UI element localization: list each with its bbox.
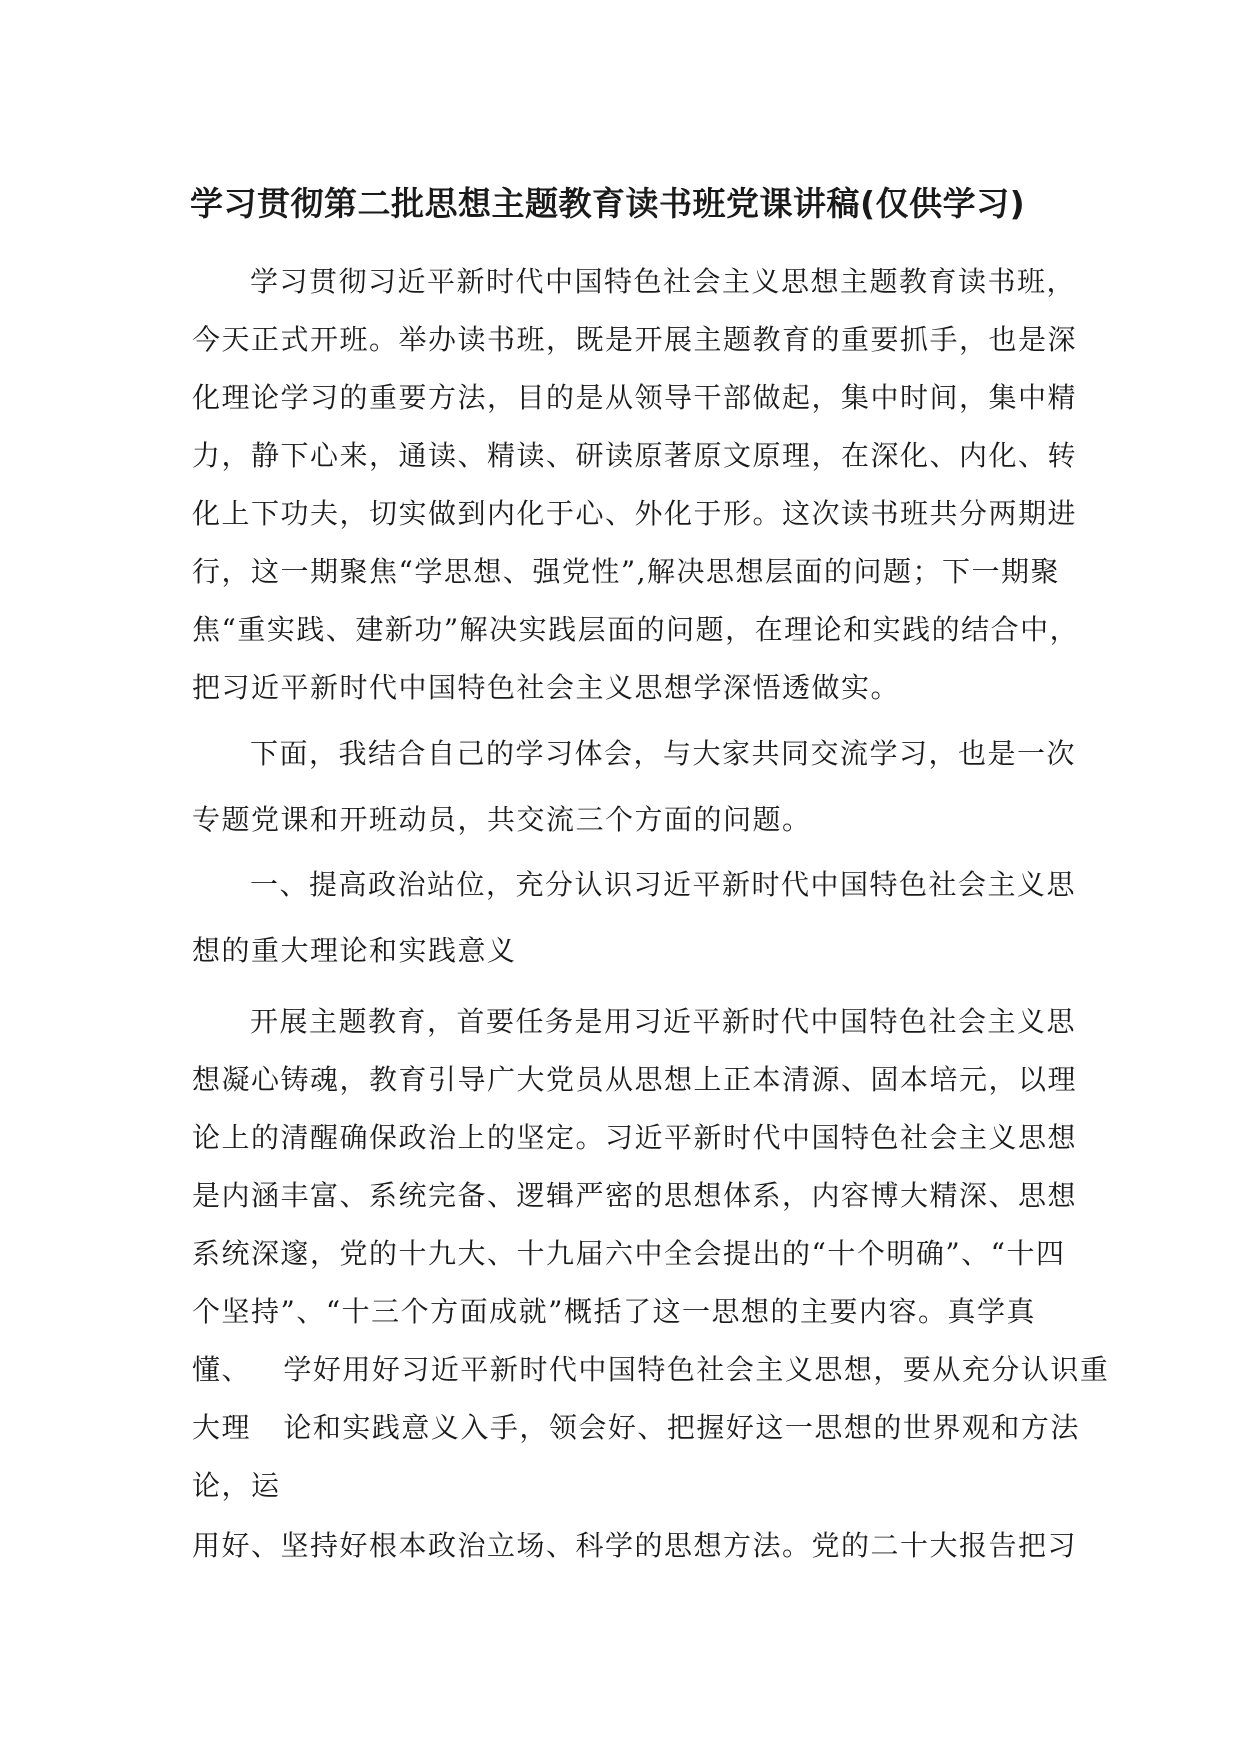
text-line: 行，这一期聚焦“学思想、强党性”,解决思想层面的问题；下一期聚 [192,555,1061,588]
text-line: 用好、坚持好根本政治立场、科学的思想方法。党的二十大报告把习 [192,1529,1078,1562]
text-line: 大理 论和实践意义入手，领会好、把握好这一思想的世界观和方法 [192,1411,1080,1444]
text-line: 力，静下心来，通读、精读、研读原著原文原理，在深化、内化、转 [192,439,1078,472]
text-line: 化理论学习的重要方法，目的是从领导干部做起，集中时间，集中精 [192,381,1078,414]
text-line: 焦“重实践、建新功”解决实践层面的问题，在理论和实践的结合中， [192,613,1080,646]
text-line: 开展主题教育，首要任务是用习近平新时代中国特色社会主义思 [250,1005,1077,1038]
text-line: 专题党课和开班动员，共交流三个方面的问题。 [192,803,812,836]
text-line: 论上的清醒确保政治上的坚定。习近平新时代中国特色社会主义思想 [192,1121,1078,1154]
text-line: 想凝心铸魂，教育引导广大党员从思想上正本清源、固本培元，以理 [192,1063,1078,1096]
text-line: 学习贯彻习近平新时代中国特色社会主义思想主题教育读书班， [250,265,1077,298]
text-line: 论，运 [192,1469,281,1502]
text-line: 化上下功夫，切实做到内化于心、外化于形。这次读书班共分两期进 [192,497,1078,530]
section-heading-line: 想的重大理论和实践意义 [192,934,517,967]
text-line: 个坚持”、“十三个方面成就”概括了这一思想的主要内容。真学真 [192,1295,1036,1328]
section-heading-line: 一、提高政治站位，充分认识习近平新时代中国特色社会主义思 [250,868,1077,901]
text-line: 懂、 学好用好习近平新时代中国特色社会主义思想，要从充分认识重 [192,1353,1110,1386]
text-line: 今天正式开班。举办读书班，既是开展主题教育的重要抓手，也是深 [192,323,1078,356]
text-line: 下面，我结合自己的学习体会，与大家共同交流学习，也是一次 [250,737,1077,770]
text-line: 系统深邃，党的十九大、十九届六中全会提出的“十个明确”、“十四 [192,1237,1066,1270]
text-line: 把习近平新时代中国特色社会主义思想学深悟透做实。 [192,671,901,704]
text-line: 是内涵丰富、系统完备、逻辑严密的思想体系，内容博大精深、思想 [192,1179,1078,1212]
document-title: 学习贯彻第二批思想主题教育读书班党课讲稿(仅供学习) [190,184,1026,223]
